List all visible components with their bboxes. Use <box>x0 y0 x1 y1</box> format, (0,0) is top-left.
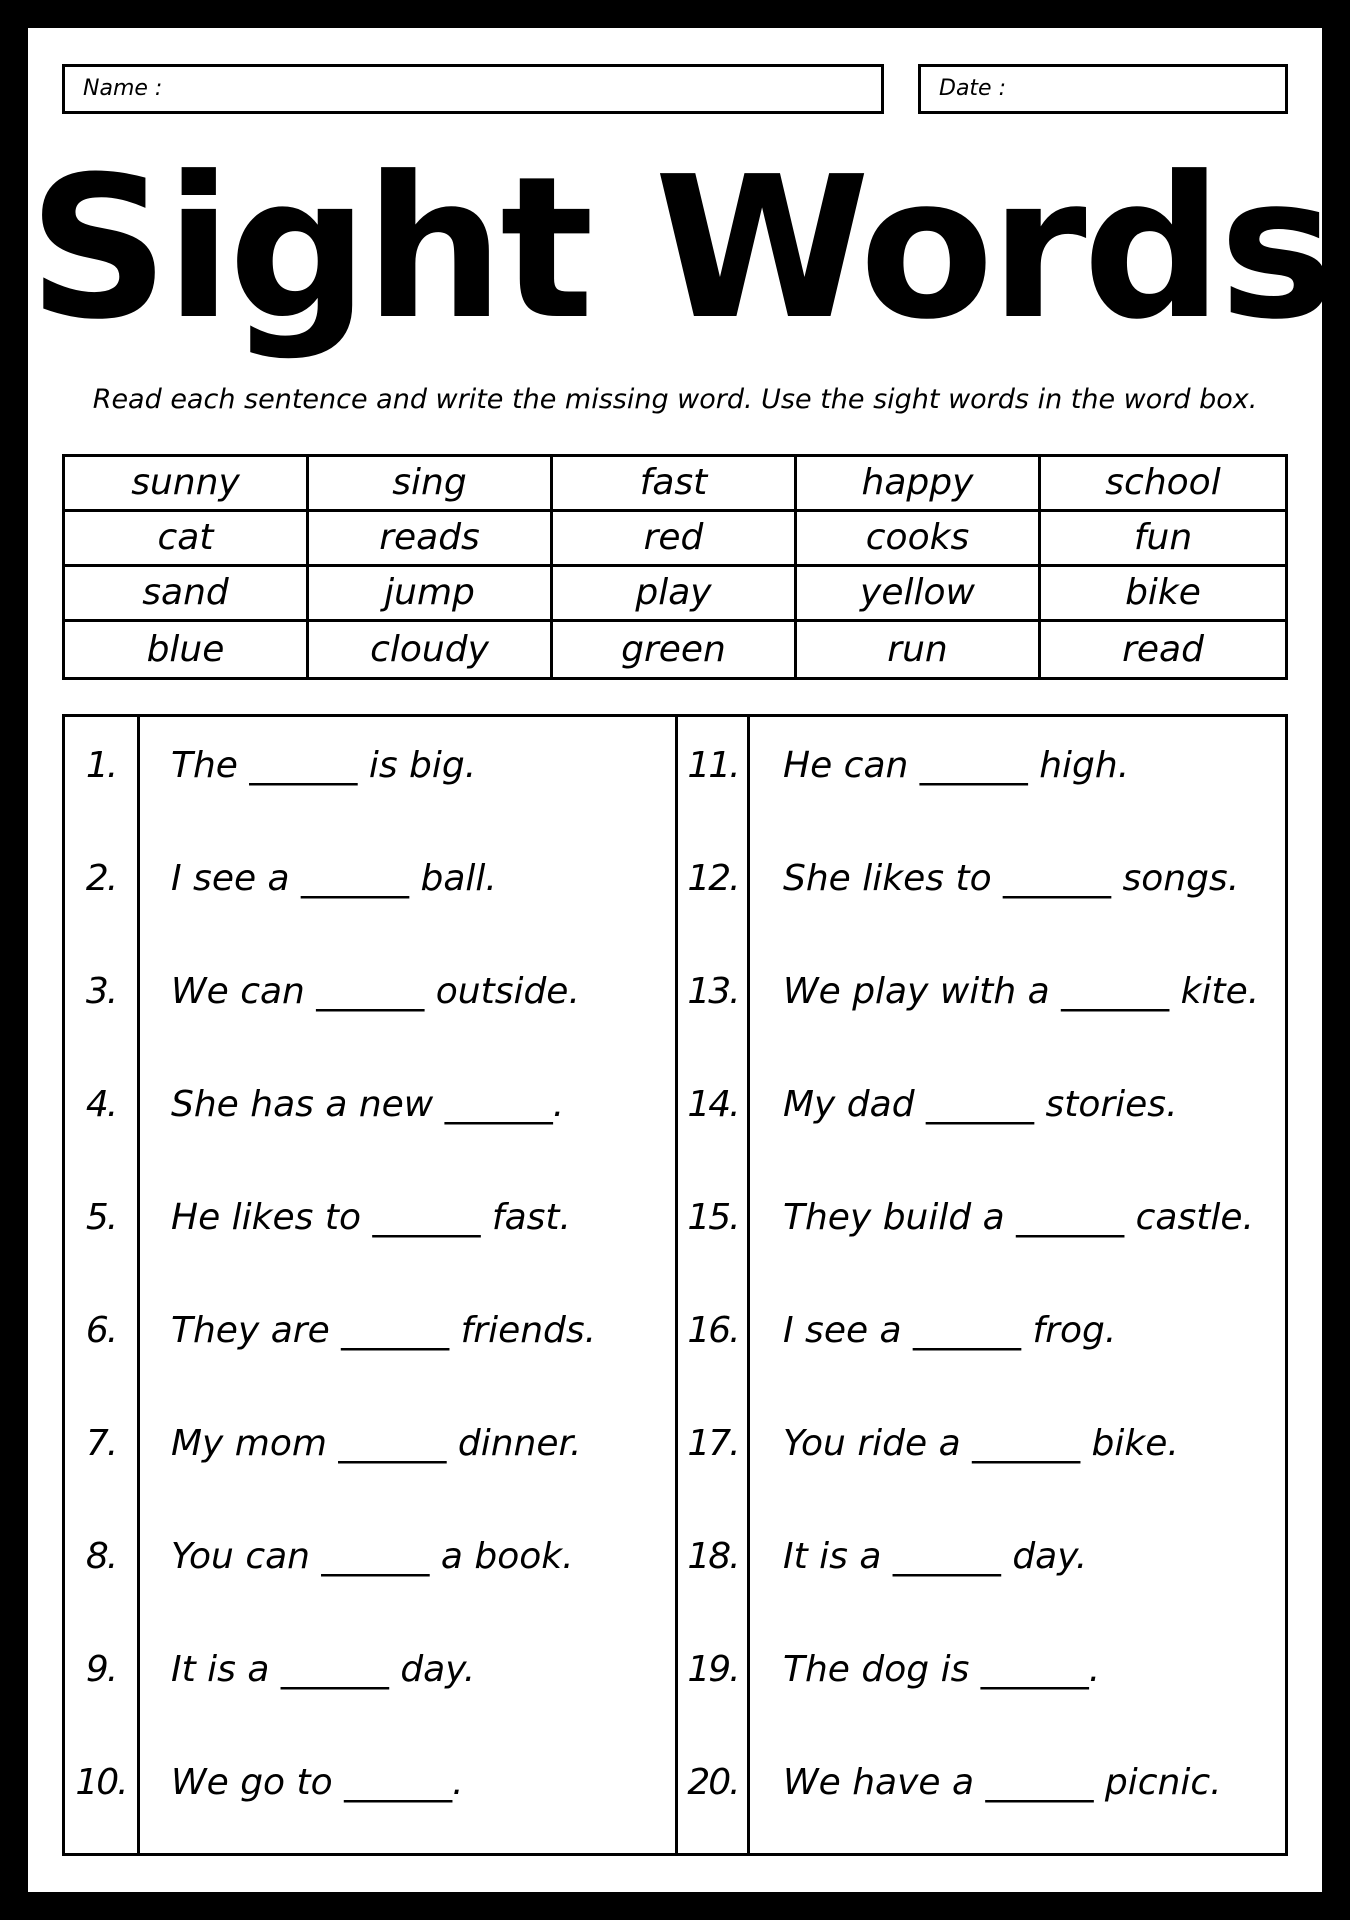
question-number: 13. <box>687 970 739 1012</box>
word-cell: cat <box>65 512 309 567</box>
page-title: Sight Words <box>28 135 1332 363</box>
question-number: 4. <box>85 1083 117 1125</box>
question-number: 9. <box>85 1648 117 1690</box>
question-row[interactable] <box>65 735 677 795</box>
question-number: 17. <box>687 1422 739 1464</box>
question-text: She has a new ______. <box>171 1083 565 1125</box>
question-number: 2. <box>85 857 117 899</box>
date-label: Date : <box>939 76 1006 101</box>
question-row[interactable] <box>65 1639 677 1699</box>
word-cell: blue <box>65 622 309 677</box>
word-cell: sing <box>309 457 553 512</box>
question-row[interactable] <box>677 1752 1285 1812</box>
question-row[interactable] <box>677 1074 1285 1134</box>
date-field[interactable] <box>918 64 1288 114</box>
question-row[interactable] <box>677 1187 1285 1247</box>
question-row[interactable] <box>677 1300 1285 1360</box>
question-number: 18. <box>687 1535 739 1577</box>
question-number: 3. <box>85 970 117 1012</box>
question-text: We go to ______. <box>171 1761 464 1803</box>
word-cell: bike <box>1041 567 1285 622</box>
word-cell: sunny <box>65 457 309 512</box>
question-text: I see a ______ ball. <box>171 857 497 899</box>
question-text: He likes to ______ fast. <box>171 1196 571 1238</box>
exercise-table <box>62 714 1288 1856</box>
word-cell: run <box>797 622 1041 677</box>
worksheet <box>28 28 1332 1892</box>
question-row[interactable] <box>677 735 1285 795</box>
word-box <box>62 454 1288 680</box>
word-cell: happy <box>797 457 1041 512</box>
question-text: They build a ______ castle. <box>783 1196 1254 1238</box>
word-cell: cooks <box>797 512 1041 567</box>
question-number: 20. <box>687 1761 739 1803</box>
question-number: 16. <box>687 1309 739 1351</box>
word-cell: red <box>553 512 797 567</box>
question-row[interactable] <box>677 1639 1285 1699</box>
word-cell: fast <box>553 457 797 512</box>
instructions: Read each sentence and write the missing word. Use the sight words in the word box. <box>92 384 1258 415</box>
word-cell: read <box>1122 628 1204 670</box>
question-text: My dad ______ stories. <box>783 1083 1178 1125</box>
question-row[interactable] <box>65 961 677 1021</box>
question-text: They are ______ friends. <box>171 1309 597 1351</box>
question-number: 5. <box>85 1196 117 1238</box>
question-text: It is a ______ day. <box>783 1535 1088 1577</box>
name-field[interactable] <box>62 64 884 114</box>
question-text: She likes to ______ songs. <box>783 857 1240 899</box>
word-cell: reads <box>309 512 553 567</box>
question-number: 10. <box>75 1761 127 1803</box>
question-text: The dog is ______. <box>783 1648 1101 1690</box>
question-number: 12. <box>687 857 739 899</box>
word-cell: sand <box>65 567 309 622</box>
question-row[interactable] <box>677 1413 1285 1473</box>
question-row[interactable] <box>65 1074 677 1134</box>
question-text: I see a ______ frog. <box>783 1309 1117 1351</box>
question-text: The ______ is big. <box>171 744 477 786</box>
question-number: 8. <box>85 1535 117 1577</box>
question-row[interactable] <box>65 1526 677 1586</box>
question-row[interactable] <box>677 961 1285 1021</box>
question-number: 6. <box>85 1309 117 1351</box>
question-number: 7. <box>85 1422 117 1464</box>
question-text: It is a ______ day. <box>171 1648 476 1690</box>
question-text: You ride a ______ bike. <box>783 1422 1179 1464</box>
question-row[interactable] <box>65 1300 677 1360</box>
word-cell: jump <box>309 567 553 622</box>
question-number: 11. <box>687 744 739 786</box>
question-column-left <box>65 717 677 1853</box>
word-cell: fun <box>1041 512 1285 567</box>
question-column-right <box>677 717 1285 1853</box>
question-number: 1. <box>85 744 117 786</box>
name-label: Name : <box>83 76 163 101</box>
question-row[interactable] <box>65 848 677 908</box>
question-text: We can ______ outside. <box>171 970 580 1012</box>
word-cell: cloudy <box>309 622 553 677</box>
word-cell: school <box>1041 457 1285 512</box>
word-cell: yellow <box>797 567 1041 622</box>
question-row[interactable] <box>65 1752 677 1812</box>
word-cell: green <box>553 622 797 677</box>
question-number: 15. <box>687 1196 739 1238</box>
question-number: 14. <box>687 1083 739 1125</box>
question-number: 19. <box>687 1648 739 1690</box>
question-text: You can ______ a book. <box>171 1535 574 1577</box>
question-row[interactable] <box>65 1413 677 1473</box>
question-text: We play with a ______ kite. <box>783 970 1260 1012</box>
question-text: My mom ______ dinner. <box>171 1422 582 1464</box>
question-row[interactable] <box>677 1526 1285 1586</box>
question-row[interactable] <box>677 848 1285 908</box>
question-text: We have a ______ picnic. <box>783 1761 1222 1803</box>
question-row[interactable] <box>65 1187 677 1247</box>
question-text: He can ______ high. <box>783 744 1130 786</box>
word-cell: play <box>553 567 797 622</box>
